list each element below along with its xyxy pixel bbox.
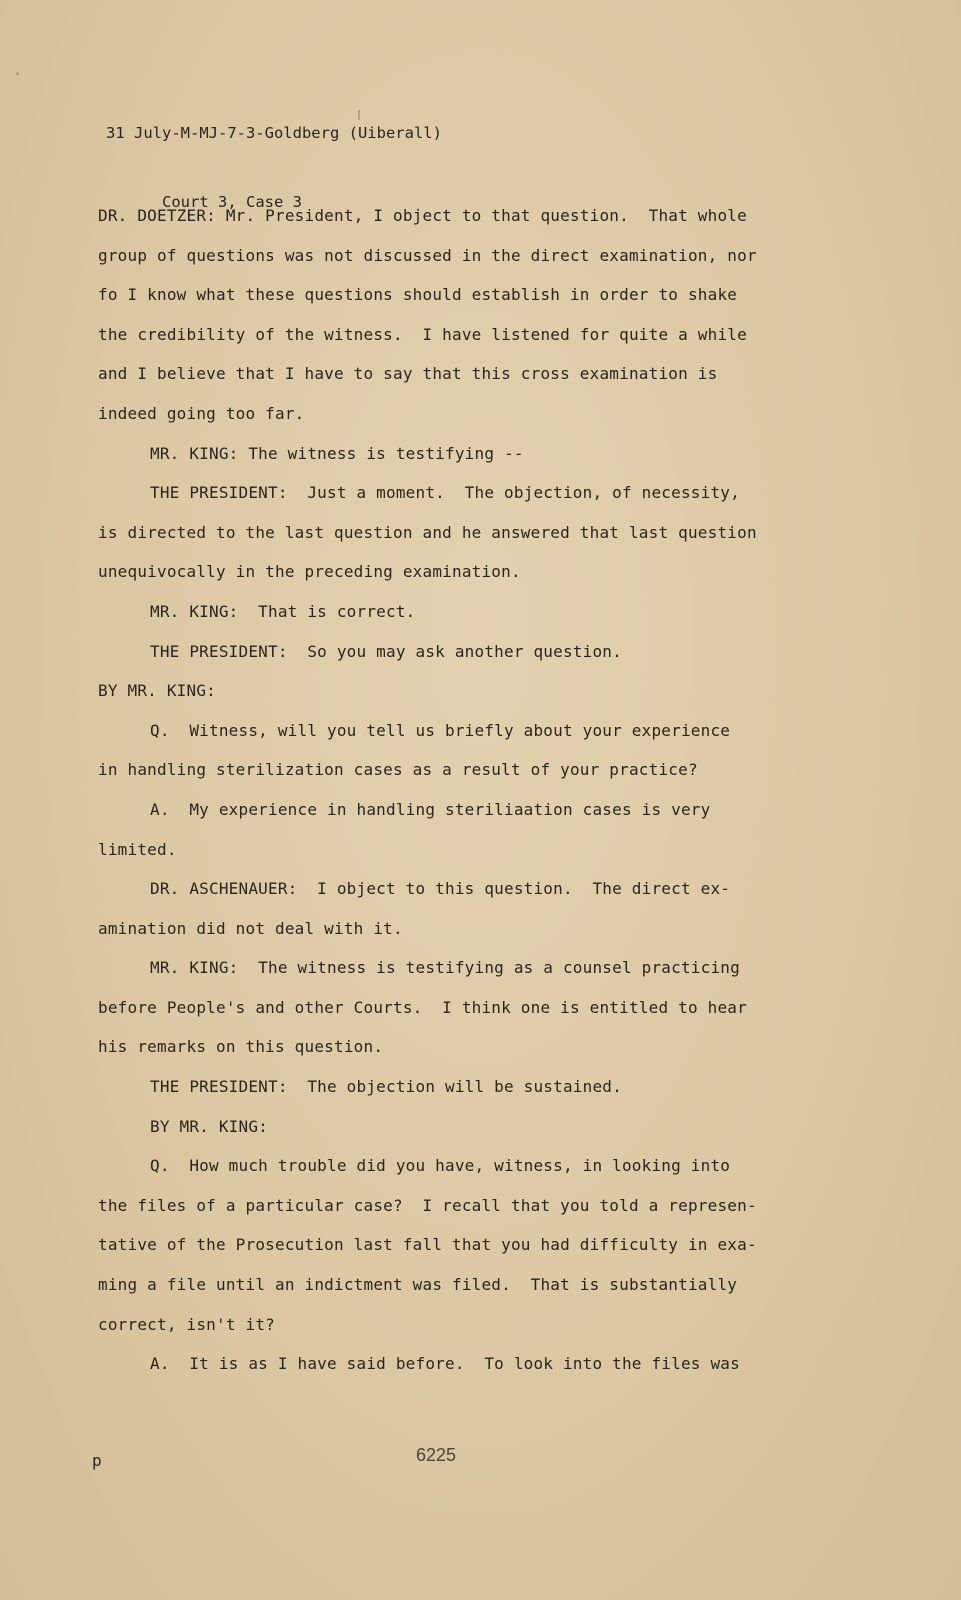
- transcript-line: tative of the Prosecution last fall that you had difficulty in exa-: [98, 1235, 757, 1255]
- transcript-line: DR. ASCHENAUER: I object to this question. The direct ex-: [150, 879, 731, 899]
- transcript-line: group of questions was not discussed in the direct examination, nor: [98, 245, 757, 265]
- transcript-line: correct, isn't it?: [98, 1314, 275, 1334]
- transcript-line: is directed to the last question and he answered that last question: [98, 522, 757, 542]
- transcript-line: ming a file until an indictment was filed. That is substantially: [98, 1275, 738, 1295]
- transcript-line: fo I know what these questions should establish in order to shake: [98, 285, 738, 305]
- transcript-line: and I believe that I have to say that this cross examination is: [98, 364, 718, 384]
- transcript-line: THE PRESIDENT: So you may ask another question.: [150, 641, 622, 661]
- transcript-line: in handling sterilization cases as a result of your practice?: [98, 760, 698, 780]
- footer-marker: p: [92, 1451, 102, 1470]
- transcript-line: DR. DOETZER: Mr. President, I object to that question. That whole: [98, 206, 747, 225]
- transcript-line: unequivocally in the preceding examination.: [98, 562, 521, 582]
- transcript-line: limited.: [98, 839, 177, 859]
- page-number: 6225: [416, 1445, 457, 1465]
- transcript-line: his remarks on this question.: [98, 1037, 384, 1057]
- transcript-line: MR. KING: The witness is testifying as a counsel practicing: [150, 958, 740, 978]
- transcript-line: MR. KING: That is correct.: [150, 601, 416, 621]
- transcript-body: [98, 196, 798, 1384]
- transcript-line: A. My experience in handling steriliaation cases is very: [150, 799, 711, 819]
- transcript-line: BY MR. KING:: [98, 681, 216, 701]
- transcript-line: the files of a particular case? I recall that you told a represen-: [98, 1195, 757, 1215]
- transcript-line: THE PRESIDENT: The objection will be sustained.: [150, 1077, 622, 1097]
- transcript-line: A. It is as I have said before. To look into the files was: [150, 1354, 740, 1374]
- transcript-line: Q. How much trouble did you have, witness, in looking into: [150, 1156, 731, 1176]
- header-line-1: 31 July-M-MJ-7-3-Goldberg (Uiberall): [106, 124, 442, 142]
- transcript-line: THE PRESIDENT: Just a moment. The objection, of necessity,: [150, 483, 740, 503]
- header-line-2: Court 3, Case 3: [162, 193, 302, 211]
- transcript-line: the credibility of the witness. I have listened for quite a while: [98, 324, 747, 344]
- transcript-line: indeed going too far.: [98, 403, 305, 423]
- transcript-line: BY MR. KING:: [150, 1116, 268, 1136]
- transcript-line: MR. KING: The witness is testifying --: [150, 443, 524, 463]
- stray-mark: [16, 72, 19, 75]
- transcript-line: Q. Witness, will you tell us briefly about your experience: [150, 720, 731, 740]
- transcript-line: amination did not deal with it.: [98, 918, 403, 938]
- transcript-line: before People's and other Courts. I think one is entitled to hear: [98, 997, 747, 1017]
